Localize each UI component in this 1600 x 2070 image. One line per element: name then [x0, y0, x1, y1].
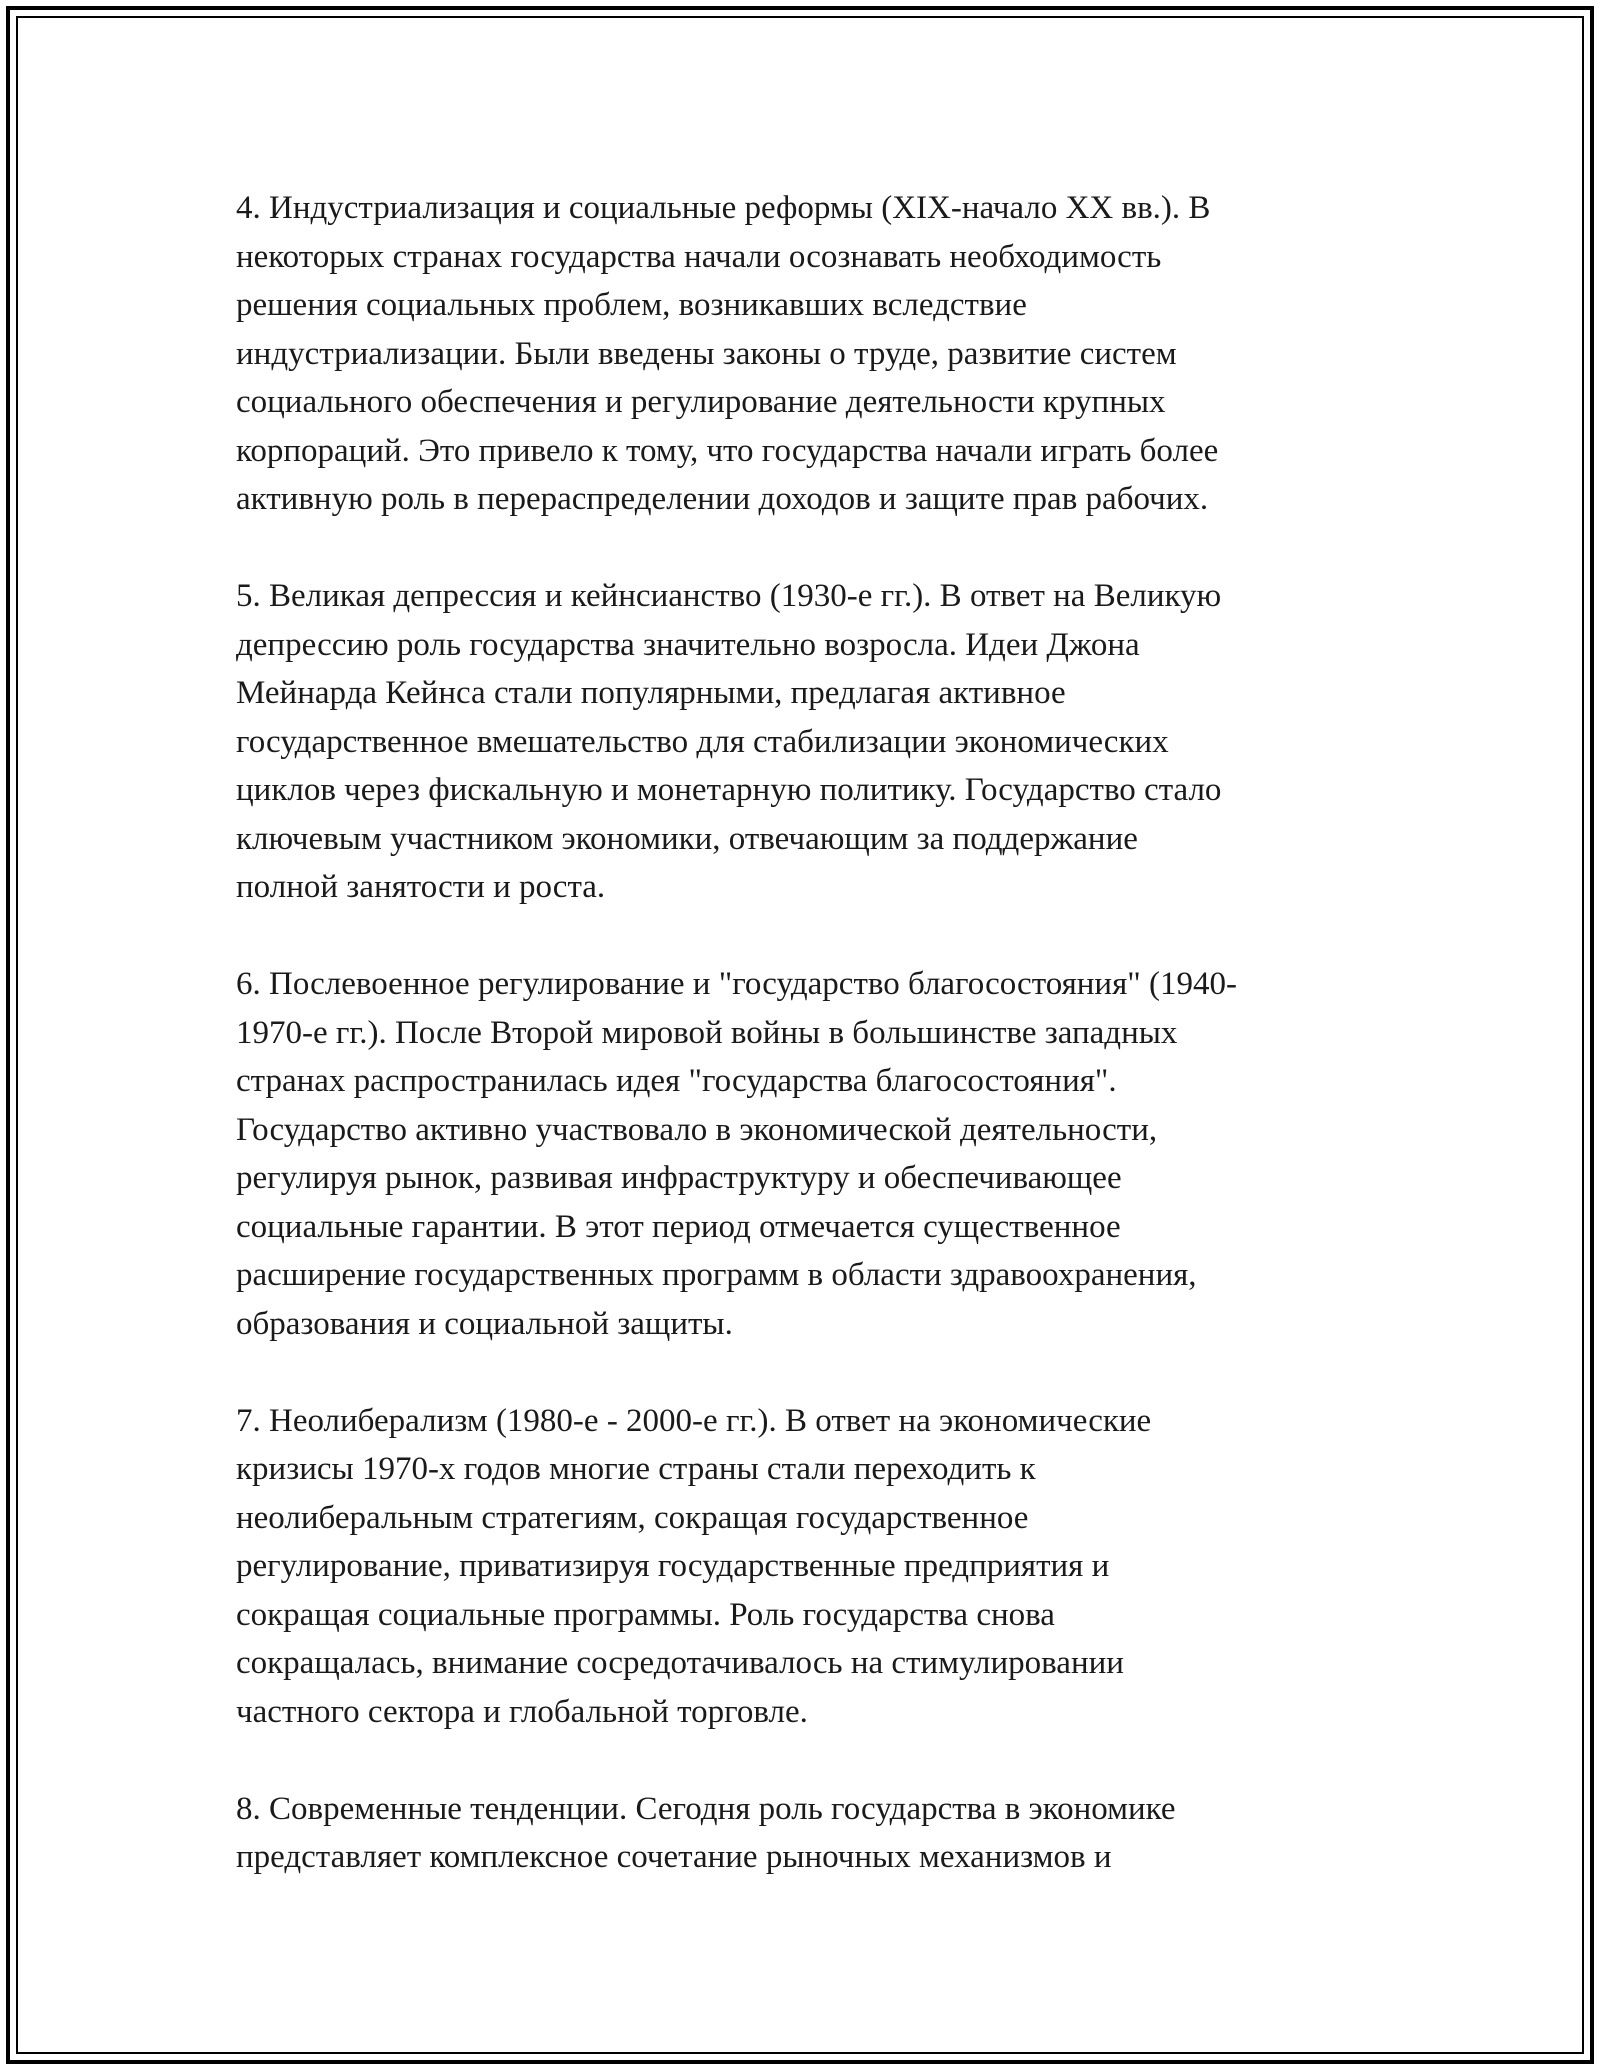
document-body	[236, 184, 1366, 1930]
paragraph-4-industrialization: 4. Индустриализация и социальные реформы (XIX-начало XX вв.). В некоторых странах государства начали осознавать необходимость решения социальных проблем, возникавших вследствие индустриализации. Были введены законы о труде, развитие систем социального обеспечения и регулирование деятельности крупных корпораций. Это привело к тому, что государства начали играть более активную роль в перераспределении доходов и защите прав рабочих.	[236, 190, 1219, 517]
paragraph-8-modern-trends: 8. Современные тенденции. Сегодня роль государства в экономике представляет комплексное сочетание рыночных механизмов и	[236, 1790, 1176, 1875]
paragraph-5-great-depression: 5. Великая депрессия и кейнсианство (1930-е гг.). В ответ на Великую депрессию роль государства значительно возросла. Идеи Джона Мейнарда Кейнса стали популярными, предлагая активное государственное вмешательство для стабилизации экономических циклов через фискальную и монетарную политику. Государство стало ключевым участником экономики, отвечающим за поддержание полной занятости и роста.	[236, 578, 1222, 905]
paragraph-6-postwar-regulation: 6. Послевоенное регулирование и "государство благосостояния" (1940- 1970-е гг.). После Второй мировой войны в большинстве западных странах распространилась идея "государства благосостояния". Государство активно участвовало в экономической деятельности, регулируя рынок, развивая инфраструктуру и обеспечивающее социальные гарантии. В этот период отмечается существенное расширение государственных программ в области здравоохранения, образования и социальной защиты.	[236, 966, 1237, 1342]
paragraph-7-neoliberalism: 7. Неолиберализм (1980-е - 2000-е гг.). В ответ на экономические кризисы 1970-х годов многие страны стали переходить к неолиберальным стратегиям, сокращая государственное регулирование, приватизируя государственные предприятия и сокращая социальные программы. Роль государства снова сокращалась, внимание сосредотачивалось на стимулировании частного сектора и глобальной торговле.	[236, 1402, 1152, 1730]
